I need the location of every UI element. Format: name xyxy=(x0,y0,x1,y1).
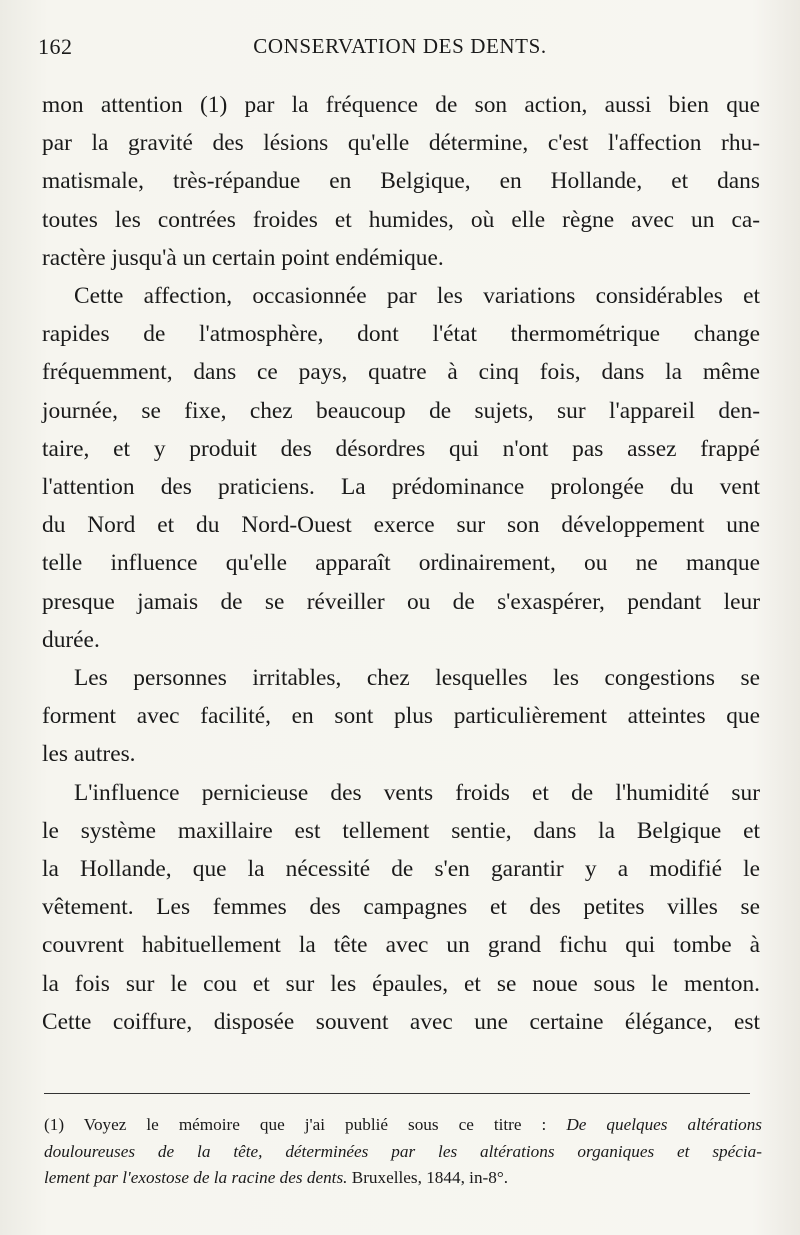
text-line: l'attention des praticiens. La prédominance prolongée du vent xyxy=(42,474,760,501)
paragraph-3 xyxy=(42,659,760,774)
text-line: les autres. xyxy=(42,741,136,768)
footnote-line xyxy=(44,1165,762,1192)
paragraph-1 xyxy=(42,86,760,277)
text-line: rapides de l'atmosphère, dont l'état thermométrique change xyxy=(42,321,760,348)
text-line: la fois sur le cou et sur les épaules, et se noue sous le menton. xyxy=(42,970,760,997)
footnote-text: Bruxelles, 1844, in-8°. xyxy=(347,1168,509,1187)
text-line: durée. xyxy=(42,626,100,653)
text-line: couvrent habituellement la tête avec un grand fichu qui tombe à xyxy=(42,932,760,959)
text-line: taire, et y produit des désordres qui n'ont pas assez frappé xyxy=(42,435,760,462)
text-line: la Hollande, que la nécessité de s'en garantir y a modifié le xyxy=(42,856,760,883)
text-line: Les personnes irritables, chez lesquelles les congestions se xyxy=(74,665,760,692)
page-header xyxy=(38,34,762,64)
text-line: L'influence pernicieuse des vents froids et de l'humidité sur xyxy=(74,779,760,806)
footnote-separator xyxy=(44,1093,750,1094)
paragraph-2 xyxy=(42,277,760,659)
text-line: mon attention (1) par la fréquence de son action, aussi bien que xyxy=(42,92,760,118)
text-line: Cette affection, occasionnée par les variations considérables et xyxy=(74,283,760,310)
footnote xyxy=(44,1112,762,1192)
text-line: journée, se fixe, chez beaucoup de sujets, sur l'appareil den- xyxy=(42,397,760,424)
text-line: ractère jusqu'à un certain point endémique. xyxy=(42,244,444,271)
footnote-title: douloureuses de la tête, déterminées par les altérations organiques et spécia- xyxy=(44,1141,762,1161)
text-line: matismale, très-répandue en Belgique, en Hollande, et dans xyxy=(42,168,760,195)
text-line: vêtement. Les femmes des campagnes et des petites villes se xyxy=(42,894,760,921)
footnote-title: De quelques altérations xyxy=(566,1115,762,1134)
text-line: fréquemment, dans ce pays, quatre à cinq fois, dans la même xyxy=(42,359,760,386)
text-line: presque jamais de se réveiller ou de s'exaspérer, pendant leur xyxy=(42,588,760,615)
footnote-title: lement par l'exostose de la racine des dents. xyxy=(44,1168,348,1187)
text-line: telle influence qu'elle apparaît ordinairement, ou ne manque xyxy=(42,550,760,577)
text-line: le système maxillaire est tellement sentie, dans la Belgique et xyxy=(42,817,760,844)
footnote-text: (1) Voyez le mémoire que j'ai publié sous ce titre : xyxy=(44,1115,567,1134)
footnote-line xyxy=(44,1139,762,1166)
body-text xyxy=(42,86,760,1041)
paragraph-4 xyxy=(42,774,760,1041)
footnote-line xyxy=(44,1112,762,1139)
text-line: Cette coiffure, disposée souvent avec une certaine élégance, est xyxy=(42,1008,760,1035)
text-line: forment avec facilité, en sont plus particulièrement atteintes que xyxy=(42,703,760,730)
running-title: CONSERVATION DES DENTS. xyxy=(253,34,547,58)
text-line: du Nord et du Nord-Ouest exerce sur son développement une xyxy=(42,512,760,539)
page-number: 162 xyxy=(38,34,73,59)
text-line: par la gravité des lésions qu'elle détermine, c'est l'affection rhu- xyxy=(42,130,760,157)
text-line: toutes les contrées froides et humides, où elle règne avec un ca- xyxy=(42,206,760,233)
